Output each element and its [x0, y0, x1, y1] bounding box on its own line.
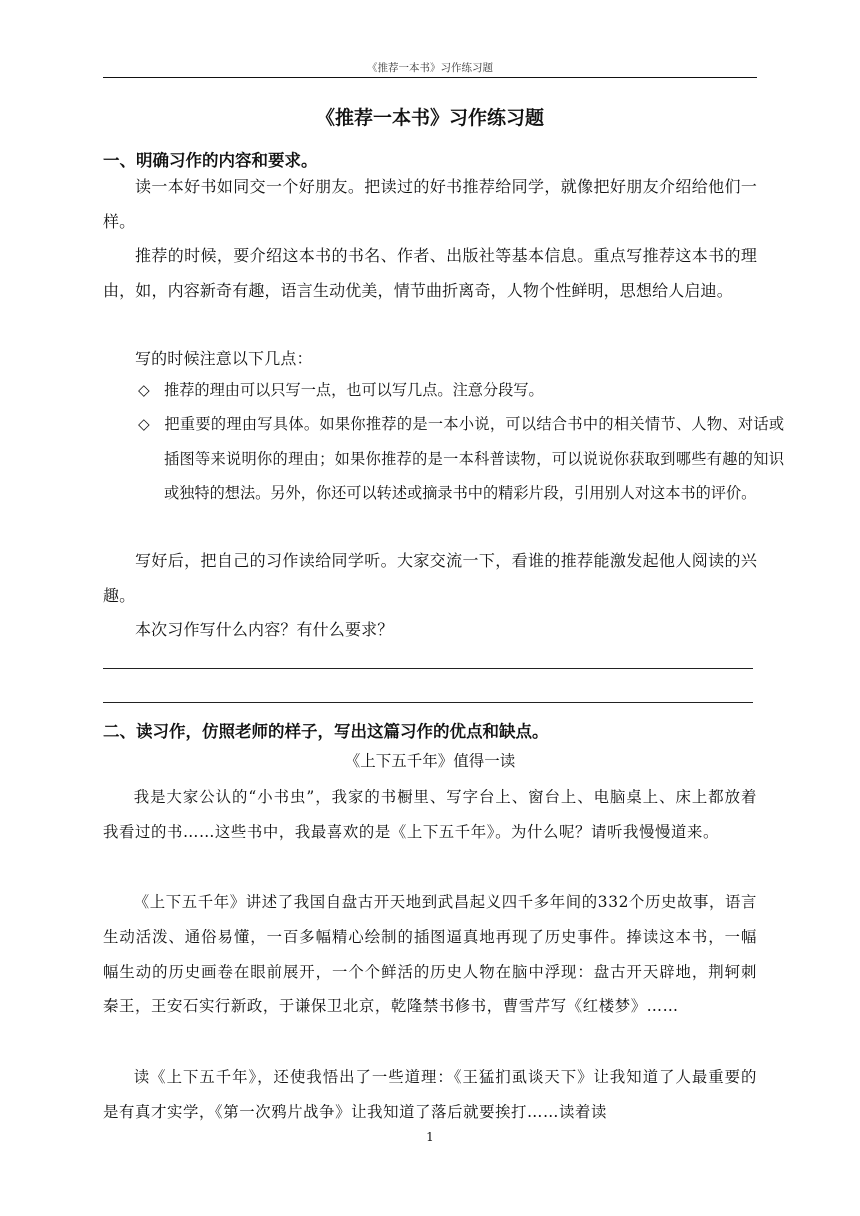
section1-heading: 一、明确习作的内容和要求。 — [103, 151, 318, 170]
page-number: 1 — [426, 1130, 434, 1144]
document-title: 《推荐一本书》习作练习题 — [315, 107, 544, 129]
question-text: 本次习作写什么内容？有什么要求？ — [135, 620, 394, 639]
bullet-item-1 — [138, 373, 784, 408]
diamond-bullet-icon: ◇ — [138, 381, 150, 399]
essay-paragraph-2: 《上下五千年》讲述了我国自盘古开天地到武昌起义四千多年间的332个历史故事，语言生动活泼、通俗易懂，一百多幅精心绘制的插图逼真地再现了历史事件。捧读这本书，一幅幅生动的历史画卷在眼前展开，一个个鲜活的历史人物在脑中浮现：盘古开天辟地，荆轲刺秦王，王安石实行新政，于谦保卫北京，乾隆禁书修书，曹雪芹写《红楼梦》…… — [103, 893, 757, 1016]
bullet-1-text: 推荐的理由可以只写一点，也可以写几点。注意分段写。 — [164, 381, 544, 399]
essay-paragraph-1: 我是大家公认的“小书虫”，我家的书橱里、写字台上、窗台上、电脑桌上、床上都放着我看过的书……这些书中，我最喜欢的是《上下五千年》。为什么呢？请听我慢慢道来。 — [103, 788, 757, 841]
running-header: 《推荐一本书》习作练习题 — [367, 62, 493, 74]
section1-paragraph-1: 读一本好书如同交一个好朋友。把读过的好书推荐给同学，就像把好朋友介绍给他们一样。 — [103, 177, 757, 231]
bullet-item-2 — [138, 407, 784, 511]
essay-paragraph-3: 读《上下五千年》，还使我悟出了一些道理：《王猛扪虱谈天下》让我知道了人最重要的是有真才实学，《第一次鸦片战争》让我知道了落后就要挨打……读着读 — [103, 1068, 757, 1121]
bullet-2-text: 把重要的理由写具体。如果你推荐的是一本小说，可以结合书中的相关情节、人物、对话或插图等来说明你的理由；如果你推荐的是一本科普读物，可以说说你获取到哪些有趣的知识或独特的想法。另外，你还可以转述或摘录书中的精彩片段，引用别人对这本书的评价。 — [164, 415, 784, 502]
section2-heading: 二、读习作，仿照老师的样子，写出这篇习作的优点和缺点。 — [103, 722, 549, 741]
section1-paragraph-3: 写的时候注意以下几点： — [135, 349, 313, 368]
section1-paragraph-2: 推荐的时候，要介绍这本书的书名、作者、出版社等基本信息。重点写推荐这本书的理由，如，内容新奇有趣，语言生动优美，情节曲折离奇，人物个性鲜明，思想给人启迪。 — [103, 246, 757, 300]
diamond-bullet-icon: ◇ — [138, 415, 150, 433]
answer-line-1[interactable] — [103, 668, 753, 669]
section1-paragraph-4: 写好后，把自己的习作读给同学听。大家交流一下，看谁的推荐能激发起他人阅读的兴趣。 — [103, 551, 757, 605]
answer-line-2[interactable] — [103, 702, 753, 703]
essay-title: 《上下五千年》值得一读 — [344, 752, 516, 770]
header-rule — [103, 77, 757, 78]
